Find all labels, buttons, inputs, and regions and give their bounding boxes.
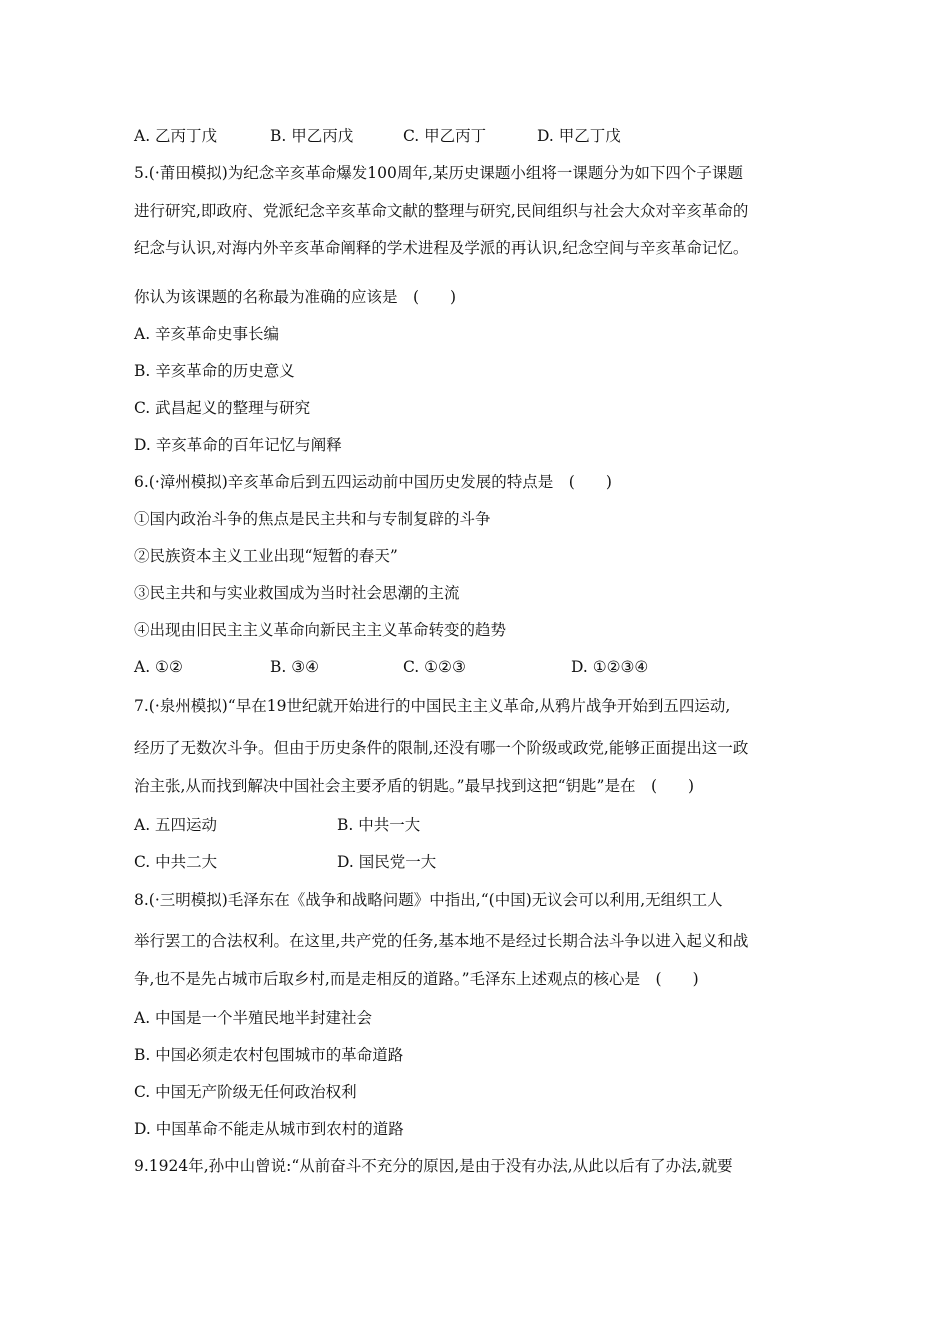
q7-stem-line-3: 治主张,从而找到解决中国社会主要矛盾的钥匙。”最早找到这把“钥匙”是在 ( ) [134,777,695,795]
q6-item-3: ③民主共和与实业救国成为当时社会思潮的主流 [134,584,460,602]
q6-item-1: ①国内政治斗争的焦点是民主共和与专制复辟的斗争 [134,510,491,528]
q7-stem-line-2: 经历了无数次斗争。但由于历史条件的限制,还没有哪一个阶级或政党,能够正面提出这一政 [134,739,749,757]
q7-option-b: B. 中共一大 [337,816,421,834]
q5-stem-line-1: 5.(·莆田模拟)为纪念辛亥革命爆发100周年,某历史课题小组将一课题分为如下四个子课题 [134,164,743,182]
q4-option-a: A. 乙丙丁戊 [134,127,218,145]
q7-option-d: D. 国民党一大 [337,853,437,871]
q5-stem-line-4: 你认为该课题的名称最为准确的应该是 ( ) [134,288,457,306]
q8-stem-line-3: 争,也不是先占城市后取乡村,而是走相反的道路。”毛泽东上述观点的核心是 ( ) [134,970,699,988]
q7-stem-line-1: 7.(·泉州模拟)“早在19世纪就开始进行的中国民主主义革命,从鸦片战争开始到五四运动, [134,697,731,715]
q7-option-a: A. 五四运动 [134,816,218,834]
q9-stem-line-1: 9.1924年,孙中山曾说:“从前奋斗不充分的原因,是由于没有办法,从此以后有了办法,就要 [134,1157,733,1175]
q4-option-d: D. 甲乙丁戊 [537,127,621,145]
q6-option-d: D. ①②③④ [571,658,649,676]
q5-stem-line-2: 进行研究,即政府、党派纪念辛亥革命文献的整理与研究,民间组织与社会大众对辛亥革命的 [134,202,749,220]
q8-option-c: C. 中国无产阶级无任何政治权利 [134,1083,357,1101]
q8-stem-line-2: 举行罢工的合法权利。在这里,共产党的任务,基本地不是经过长期合法斗争以进入起义和战 [134,932,749,950]
q8-stem-line-1: 8.(·三明模拟)毛泽东在《战争和战略问题》中指出,“(中国)无议会可以利用,无组织工人 [134,891,723,909]
q7-option-c: C. 中共二大 [134,853,218,871]
q6-option-a: A. ①② [134,658,183,676]
q5-option-a: A. 辛亥革命史事长编 [134,325,280,343]
q6-option-b: B. ③④ [270,658,320,676]
q6-stem-line-1: 6.(·漳州模拟)辛亥革命后到五四运动前中国历史发展的特点是 ( ) [134,473,612,491]
q8-option-b: B. 中国必须走农村包围城市的革命道路 [134,1046,404,1064]
q5-option-c: C. 武昌起义的整理与研究 [134,399,311,417]
q4-option-c: C. 甲乙丙丁 [403,127,487,145]
q6-option-c: C. ①②③ [403,658,466,676]
q5-stem-line-3: 纪念与认识,对海内外辛亥革命阐释的学术进程及学派的再认识,纪念空间与辛亥革命记忆。 [134,239,749,257]
q5-option-b: B. 辛亥革命的历史意义 [134,362,295,380]
q8-option-a: A. 中国是一个半殖民地半封建社会 [134,1009,373,1027]
q6-item-2: ②民族资本主义工业出现“短暂的春天” [134,547,398,565]
q6-item-4: ④出现由旧民主主义革命向新民主主义革命转变的趋势 [134,621,507,639]
q4-option-b: B. 甲乙丙戊 [270,127,354,145]
q8-option-d: D. 中国革命不能走从城市到农村的道路 [134,1120,404,1138]
q5-option-d: D. 辛亥革命的百年记忆与阐释 [134,436,342,454]
